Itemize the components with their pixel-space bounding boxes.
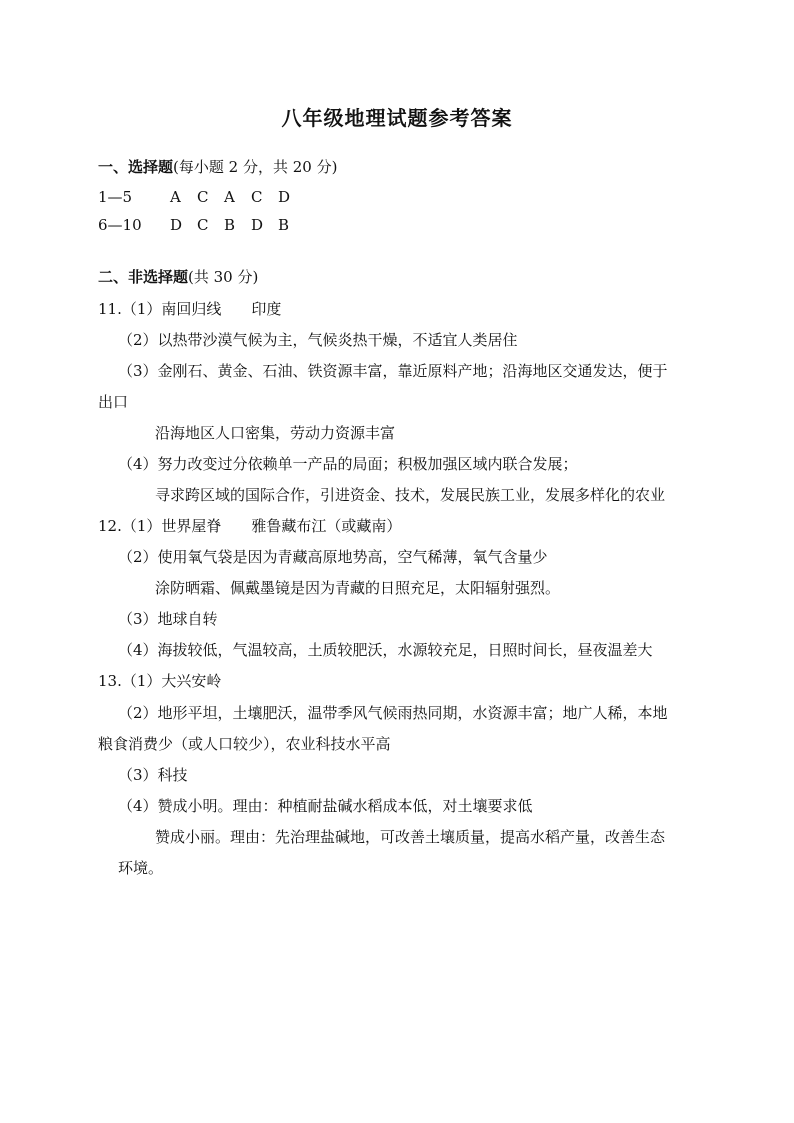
q12-answer-1b: 雅鲁藏布江（或藏南）: [251, 517, 402, 535]
section2-heading: 二、非选择题: [98, 268, 189, 286]
mc-answer: D: [170, 216, 183, 234]
mc-answer: A: [170, 188, 181, 206]
section2-header: [98, 267, 258, 287]
section1-note: (每小题 2 分，共 20 分): [173, 158, 338, 176]
section1-heading: 一、选择题: [98, 158, 174, 176]
q12-part4: （4）海拔较低，气温较高，土质较肥沃，水源较充足，日照时间长，昼夜温差大: [118, 641, 653, 659]
q11-part3: （3）金刚石、黄金、石油、铁资源丰富，靠近原料产地；沿海地区交通发达，便于: [118, 362, 668, 380]
q11-part4: （4）努力改变过分依赖单一产品的局面；积极加强区域内联合发展；: [118, 455, 578, 473]
q11-answer-1b: 印度: [251, 300, 282, 318]
q11-part2: （2）以热带沙漠气候为主，气候炎热干燥，不适宜人类居住: [118, 331, 518, 349]
q13-part2: （2）地形平坦，土壤肥沃，温带季风气候雨热同期，水资源丰富；地广人稀，本地: [118, 704, 668, 722]
mc-range: 6—10: [98, 216, 142, 234]
mc-answer: D: [251, 216, 264, 234]
q11-part3-second: 沿海地区人口密集，劳动力资源丰富: [155, 424, 396, 442]
page-title: 八年级地理试题参考答案: [281, 106, 513, 130]
mc-answer: C: [197, 188, 209, 206]
q11-answer-1a: 11.（1）南回归线: [98, 300, 222, 318]
q11-part3-cont: 出口: [98, 393, 129, 411]
q13-part3: （3）科技: [118, 766, 188, 784]
q12-part1: [98, 516, 401, 536]
q12-part2-second: 涂防晒霜、佩戴墨镜是因为青藏的日照充足，太阳辐射强烈。: [155, 579, 561, 597]
q12-part3: （3）地球自转: [118, 610, 218, 628]
mc-answer: B: [224, 216, 236, 234]
q11-part1: [98, 299, 281, 319]
section2-note: (共 30 分): [188, 268, 259, 286]
q12-part2: （2）使用氧气袋是因为青藏高原地势高，空气稀薄，氧气含量少: [118, 548, 548, 566]
mc-row-1: [98, 187, 305, 207]
mc-answer: D: [278, 188, 291, 206]
q12-answer-1a: 12.（1）世界屋脊: [98, 517, 222, 535]
q13-part4: （4）赞成小明。理由：种植耐盐碱水稻成本低，对土壤要求低: [118, 797, 533, 815]
q13-part4-second: 赞成小丽。理由：先治理盐碱地，可改善土壤质量，提高水稻产量，改善生态: [155, 828, 666, 846]
mc-answer: B: [278, 216, 290, 234]
mc-answer: C: [251, 188, 263, 206]
mc-answer: A: [224, 188, 235, 206]
mc-answer: C: [197, 216, 209, 234]
mc-range: 1—5: [98, 188, 133, 206]
q13-part4-cont: 环境。: [118, 859, 164, 877]
q11-part4-second: 寻求跨区域的国际合作，引进资金、技术，发展民族工业，发展多样化的农业: [155, 486, 666, 504]
section1-header: [98, 157, 337, 177]
q13-part2-cont: 粮食消费少（或人口较少），农业科技水平高: [98, 735, 391, 753]
q13-part1: 13.（1）大兴安岭: [98, 672, 222, 690]
mc-row-2: [98, 215, 305, 235]
